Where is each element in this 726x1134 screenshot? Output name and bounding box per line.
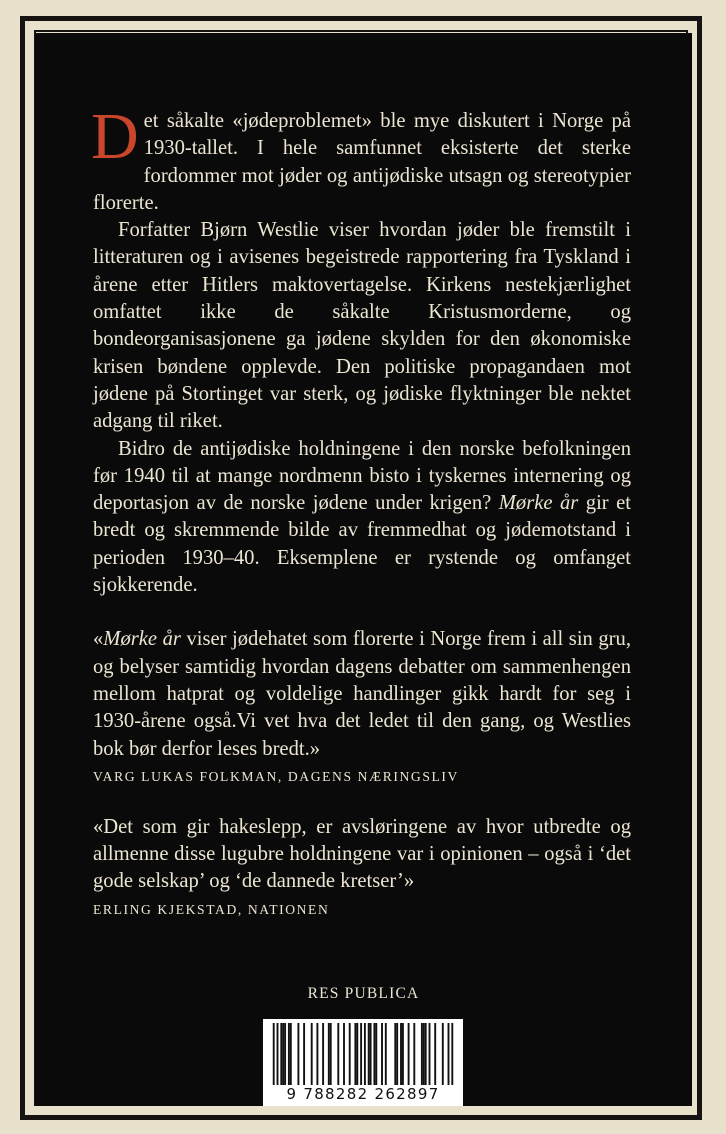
barcode-bar [282, 1023, 284, 1085]
barcode-bar [364, 1023, 366, 1085]
publisher-name: RES PUBLICA [307, 985, 420, 1002]
barcode-bar [373, 1023, 375, 1085]
barcode-bar [328, 1023, 330, 1085]
isbn-barcode [263, 1019, 463, 1106]
barcode-bar [375, 1023, 377, 1085]
barcode-digits: 9 788282 262897 [286, 1085, 440, 1103]
barcode-bar [413, 1023, 415, 1085]
quote-text [93, 626, 631, 762]
quote-body: viser jødehatet som florerte i Norge frem i all sin gru, og belyser samtidig hvordan dagens debatter om sammenhengen mellom hatprat og voldelige handlinger gikk hardt for seg i 1930-årene også.Vi vet hva det ledet til den gang, og Westlies bok bør derfor leses bredt.» [93, 628, 631, 760]
barcode-bar [354, 1023, 356, 1085]
drop-cap: D [91, 100, 139, 173]
barcode-bar [385, 1023, 387, 1085]
paragraph-intro-text: et såkalte «jødeproblemet» ble mye diskutert i Norge på 1930-tallet. I hele samfunnet eksisterte det sterke fordommer mot jøder og antijødiske utsagn og stereotypier florerte. [93, 110, 631, 214]
barcode-bar [277, 1023, 279, 1085]
barcode-bar [360, 1023, 362, 1085]
paragraph-intro [91, 100, 631, 217]
quote-text: «Det som gir hakeslepp, er avsløringene av hvor utbredte og allmenne disse lugubre holdningene var i opinionen – også i ‘det gode selskap’ og ‘de dannede kretser’» [93, 815, 631, 893]
barcode-bar [396, 1023, 398, 1085]
barcode-bar [356, 1023, 358, 1085]
barcode-bar [400, 1023, 402, 1085]
barcode-bar [423, 1023, 425, 1085]
barcode-bar [402, 1023, 404, 1085]
barcode-bar [273, 1023, 275, 1085]
barcode-bar [429, 1023, 431, 1085]
paragraph-question-tail: gir et bredt og skremmende bilde av fremmedhat og jødemotstand i perioden 1930–40. Eksemplene er rystende og omfanget sjokkerende. [93, 492, 631, 597]
barcode-bar [303, 1023, 305, 1085]
barcode-bar [297, 1023, 299, 1085]
quote-open-mark: « [93, 628, 104, 651]
barcode-bar [337, 1023, 339, 1085]
barcode-bar [394, 1023, 396, 1085]
barcode-bar [343, 1023, 345, 1085]
blurb-text [91, 100, 631, 921]
barcode-bar [448, 1023, 450, 1085]
barcode-bars [263, 1019, 463, 1087]
barcode-bar [311, 1023, 313, 1085]
barcode-bar [316, 1023, 318, 1085]
barcode-bar [288, 1023, 290, 1085]
barcode-bar [368, 1023, 370, 1085]
barcode-bar [290, 1023, 292, 1085]
quote-book-title: Mørke år [103, 628, 181, 651]
barcode-bar [349, 1023, 351, 1085]
quote-attribution: VARG LUKAS FOLKMAN, DAGENS NÆRINGSLIV [93, 768, 459, 784]
barcode-bar [280, 1023, 282, 1085]
barcode-bar [434, 1023, 436, 1085]
barcode-bar [408, 1023, 410, 1085]
barcode-bar [322, 1023, 324, 1085]
paragraph-question-lead: Bidro de antijødiske holdningene i den norske befolkningen før 1940 til at mange nordmenn bisto i tyskernes internering og deportasjon av de norske jødene under krigen? [93, 437, 631, 515]
barcode-bar [442, 1023, 444, 1085]
book-title: Mørke år [498, 492, 579, 515]
barcode-bar [451, 1023, 453, 1085]
quote-attribution: ERLING KJEKSTAD, NATIONEN [93, 901, 330, 917]
review-quote-1 [93, 626, 631, 787]
paragraph-author: Forfatter Bjørn Westlie viser hvordan jøder ble fremstilt i litteraturen og i avisenes begeistrede rapportering fra Tyskland i årene etter Hitlers maktovertagelse. Kirkens nestekjærlighet omfattet ikke de såkalte Kristusmorderne, og bondeorganisasjonene ga jødene skylden for den økonomiske krisen bøndene opplevde. Den politiske propagandaen mot jødene på Stortinget var sterk, og jødiske flyktninger ble nektet adgang til riket. [93, 219, 631, 433]
paragraph-question [93, 436, 631, 600]
review-quote-2 [93, 814, 631, 921]
barcode-bar [284, 1023, 286, 1085]
barcode-bar [381, 1023, 383, 1085]
barcode-bar [421, 1023, 423, 1085]
barcode-bar [425, 1023, 427, 1085]
barcode-bar [330, 1023, 332, 1085]
barcode-bar [370, 1023, 372, 1085]
